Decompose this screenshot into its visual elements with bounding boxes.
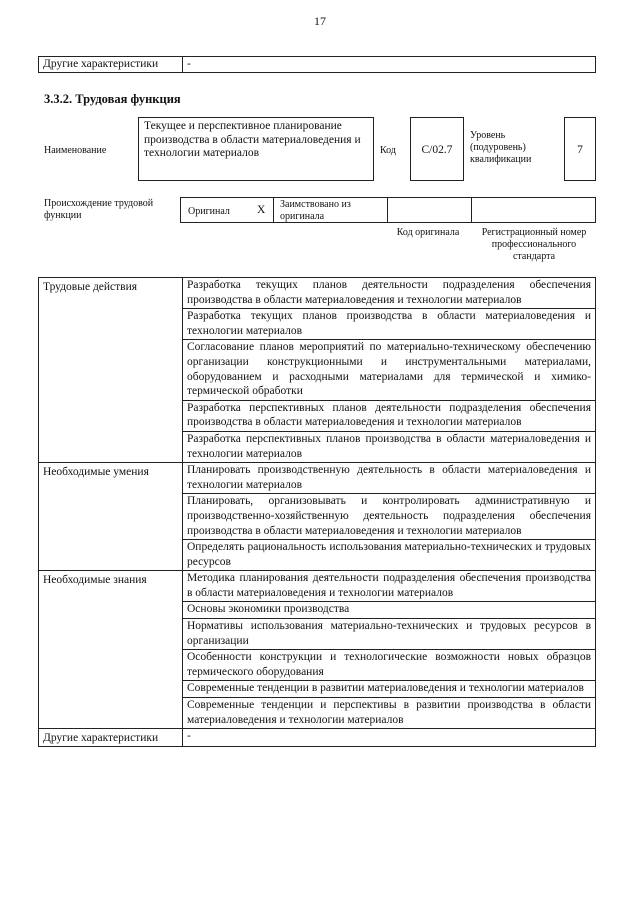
reg-number-caption: Регистрационный номер профессионального стандарта bbox=[481, 227, 587, 262]
table-cell: Нормативы использования материально-технических и трудовых ресурсов в организации bbox=[183, 619, 596, 650]
table-cell: Разработка текущих планов производства в области материаловедения и технологии материалов bbox=[183, 309, 596, 340]
code-original-caption: Код оригинала bbox=[396, 227, 460, 238]
table-cell: Планировать, организовывать и контролировать административную и производственно-хозяйственную деятельность подразделения обеспечения производства в области материаловедения и технологии материалов bbox=[183, 494, 596, 540]
table-cell: Методика планирования деятельности подразделения обеспечения производства в области материаловедения и технологии материалов bbox=[183, 571, 596, 602]
table-cell: Определять рациональность использования материально-технических и трудовых ресурсов bbox=[183, 540, 596, 571]
section-label-knowledge: Необходимые знания bbox=[39, 571, 183, 729]
bottom-other-label: Другие характеристики bbox=[39, 729, 183, 747]
top-other-value: - bbox=[183, 57, 596, 73]
table-cell: Разработка текущих планов деятельности подразделения обеспечения производства в области материаловедения и технологии материалов bbox=[183, 278, 596, 309]
section-title: 3.3.2. Трудовая функция bbox=[44, 92, 181, 106]
function-name-box bbox=[138, 117, 374, 181]
table-row bbox=[39, 571, 596, 602]
bottom-other-value: - bbox=[183, 729, 596, 747]
origin-box bbox=[180, 197, 596, 223]
table-cell: Разработка перспективных планов производства в области материаловедения и технологии материалов bbox=[183, 431, 596, 462]
section-label-actions: Трудовые действия bbox=[39, 278, 183, 463]
table-cell: Согласование планов мероприятий по материально-техническому обеспечению организации конструкционными и инструментальными материалами, оборудованием и расходными материалами для термической и химико-термической обработки bbox=[183, 340, 596, 400]
table-cell: Основы экономики производства bbox=[183, 602, 596, 619]
page-number: 17 bbox=[314, 14, 326, 28]
function-name-value: Текущее и перспективное планирование производства в области материаловедения и технологии материалов bbox=[144, 120, 361, 159]
top-other-label: Другие характеристики bbox=[39, 57, 183, 73]
original-label: Оригинал bbox=[188, 206, 230, 217]
section-label-skills: Необходимые умения bbox=[39, 463, 183, 571]
name-label: Наименование bbox=[44, 145, 107, 156]
table-cell: Современные тенденции в развитии материаловедения и технологии материалов bbox=[183, 681, 596, 698]
table-cell: Современные тенденции и перспективы в развитии производства в области материаловедения и технологии материалов bbox=[183, 698, 596, 729]
table-cell: Планировать производственную деятельность в области материаловедения и технологии материалов bbox=[183, 463, 596, 494]
level-value-box bbox=[564, 117, 596, 181]
table-row bbox=[39, 278, 596, 309]
table-cell: Особенности конструкции и технологические возможности новых образцов термического оборудования bbox=[183, 650, 596, 681]
code-value-box bbox=[410, 117, 464, 181]
code-label: Код bbox=[380, 145, 396, 156]
code-value: C/02.7 bbox=[421, 144, 453, 156]
original-mark: X bbox=[257, 204, 266, 216]
table-row bbox=[39, 729, 596, 747]
table-row bbox=[39, 463, 596, 494]
table-cell: Разработка перспективных планов деятельности подразделения обеспечения производства в области материаловедения и технологии материалов bbox=[183, 400, 596, 431]
origin-label: Происхождение трудовой функции bbox=[44, 198, 154, 221]
top-other-characteristics-row bbox=[38, 56, 596, 73]
labor-function-table bbox=[38, 277, 596, 747]
borrowed-label: Заимствовано из оригинала bbox=[280, 199, 351, 222]
level-value: 7 bbox=[577, 144, 583, 156]
level-label: Уровень (подуровень) квалификации bbox=[470, 130, 532, 165]
